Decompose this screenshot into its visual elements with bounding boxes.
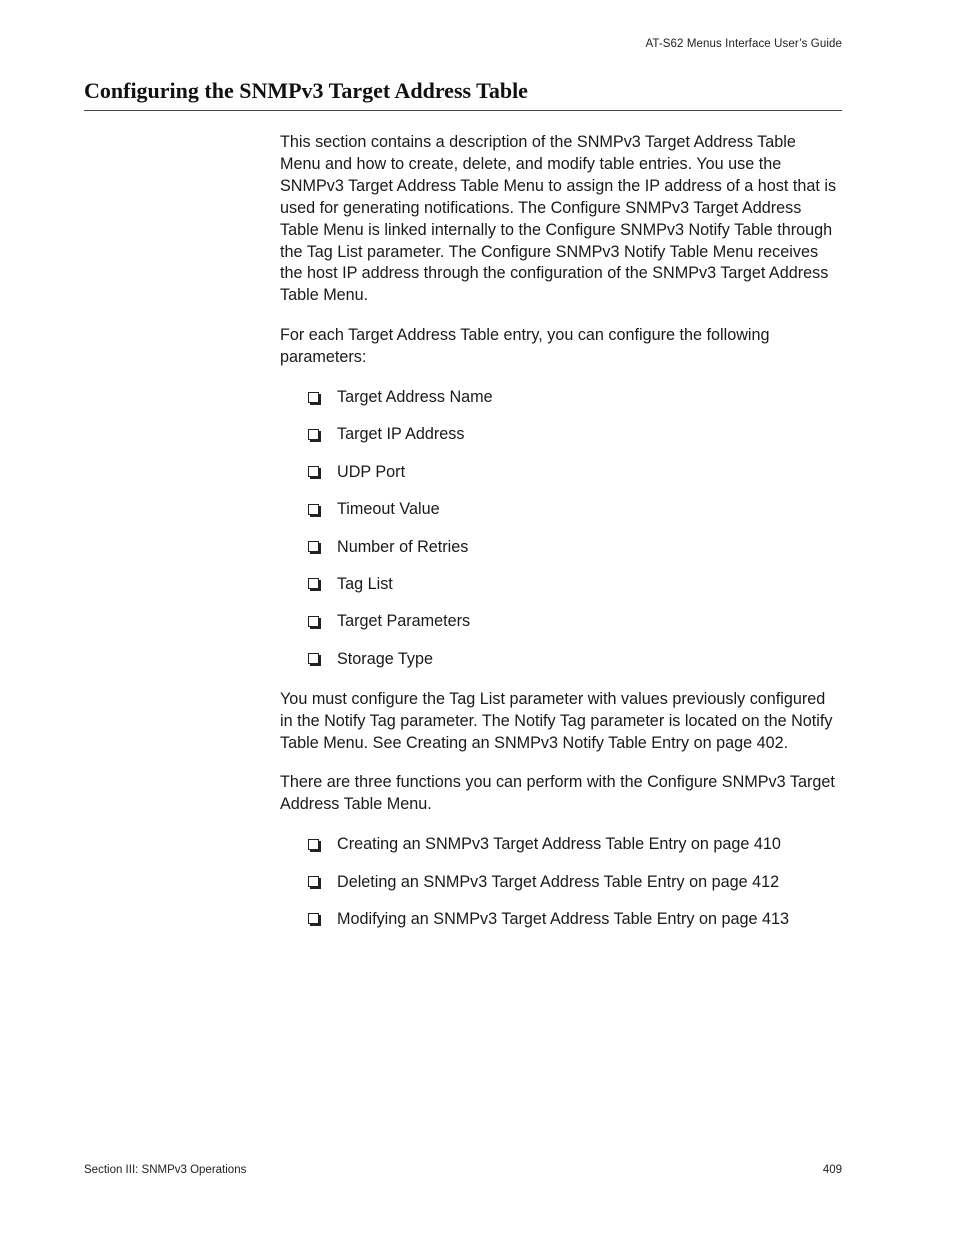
tag-list-note-paragraph: You must configure the Tag List parameter with values previously configured in the Notify Tag parameter. The Notify Tag parameter is located on the Notify Table Menu. See Creating an SNMPv3 Notify Table Entry on page 402. xyxy=(280,689,833,752)
cross-reference-link[interactable]: Creating an SNMPv3 Target Address Table Entry on page 410 xyxy=(337,835,781,854)
function-list xyxy=(280,834,840,931)
list-item-label: Target Address Name xyxy=(337,388,493,407)
list-item xyxy=(308,462,840,484)
checkbox-bullet-icon xyxy=(308,839,319,850)
list-item-label: UDP Port xyxy=(337,462,406,481)
checkbox-bullet-icon xyxy=(308,392,319,403)
checkbox-bullet-icon xyxy=(308,578,319,589)
list-item xyxy=(308,574,840,596)
list-item-label: Target IP Address xyxy=(337,425,465,444)
list-item xyxy=(308,649,840,671)
cross-reference-link[interactable]: Deleting an SNMPv3 Target Address Table Entry on page 412 xyxy=(337,872,780,891)
list-item xyxy=(308,537,840,559)
body-content xyxy=(280,132,840,949)
list-item-label: Number of Retries xyxy=(337,537,469,556)
checkbox-bullet-icon xyxy=(308,876,319,887)
title-divider xyxy=(84,110,842,111)
list-item[interactable] xyxy=(308,909,840,931)
list-item xyxy=(308,499,840,521)
parameter-list xyxy=(280,387,840,671)
list-item xyxy=(308,387,840,409)
section-title: Configuring the SNMPv3 Target Address Table xyxy=(84,78,528,103)
list-item-label: Storage Type xyxy=(337,649,433,668)
parameters-lead-paragraph: For each Target Address Table entry, you can configure the following parameters: xyxy=(280,326,770,367)
list-item[interactable] xyxy=(308,834,840,856)
checkbox-bullet-icon xyxy=(308,466,319,477)
functions-lead-paragraph: There are three functions you can perform with the Configure SNMPv3 Target Address Table Menu. xyxy=(280,773,835,814)
checkbox-bullet-icon xyxy=(308,616,319,627)
cross-reference-link[interactable]: Modifying an SNMPv3 Target Address Table Entry on page 413 xyxy=(337,910,790,928)
list-item-label: Timeout Value xyxy=(337,500,440,519)
footer-page-number: 409 xyxy=(822,1164,842,1176)
list-item-label: Target Parameters xyxy=(337,612,471,631)
checkbox-bullet-icon xyxy=(308,429,319,440)
list-item xyxy=(308,424,840,446)
checkbox-bullet-icon xyxy=(308,541,319,552)
running-header: AT-S62 Menus Interface User’s Guide xyxy=(645,38,842,50)
list-item[interactable] xyxy=(308,872,840,894)
intro-paragraph: This section contains a description of the SNMPv3 Target Address Table Menu and how to create, delete, and modify table entries. You use the SNMPv3 Target Address Table Menu to assign the IP address of a host that is used for generating notifications. The Configure SNMPv3 Target Address Table Menu is linked internally to the Configure SNMPv3 Notify Table through the Tag List parameter. The Configure SNMPv3 Notify Table Menu receives the host IP address through the configuration of the SNMPv3 Target Address Table Menu. xyxy=(280,133,837,305)
footer-section-label: Section III: SNMPv3 Operations xyxy=(84,1164,247,1176)
list-item-label: Tag List xyxy=(337,575,393,594)
checkbox-bullet-icon xyxy=(308,653,319,664)
checkbox-bullet-icon xyxy=(308,504,319,515)
list-item xyxy=(308,611,840,633)
checkbox-bullet-icon xyxy=(308,913,319,924)
